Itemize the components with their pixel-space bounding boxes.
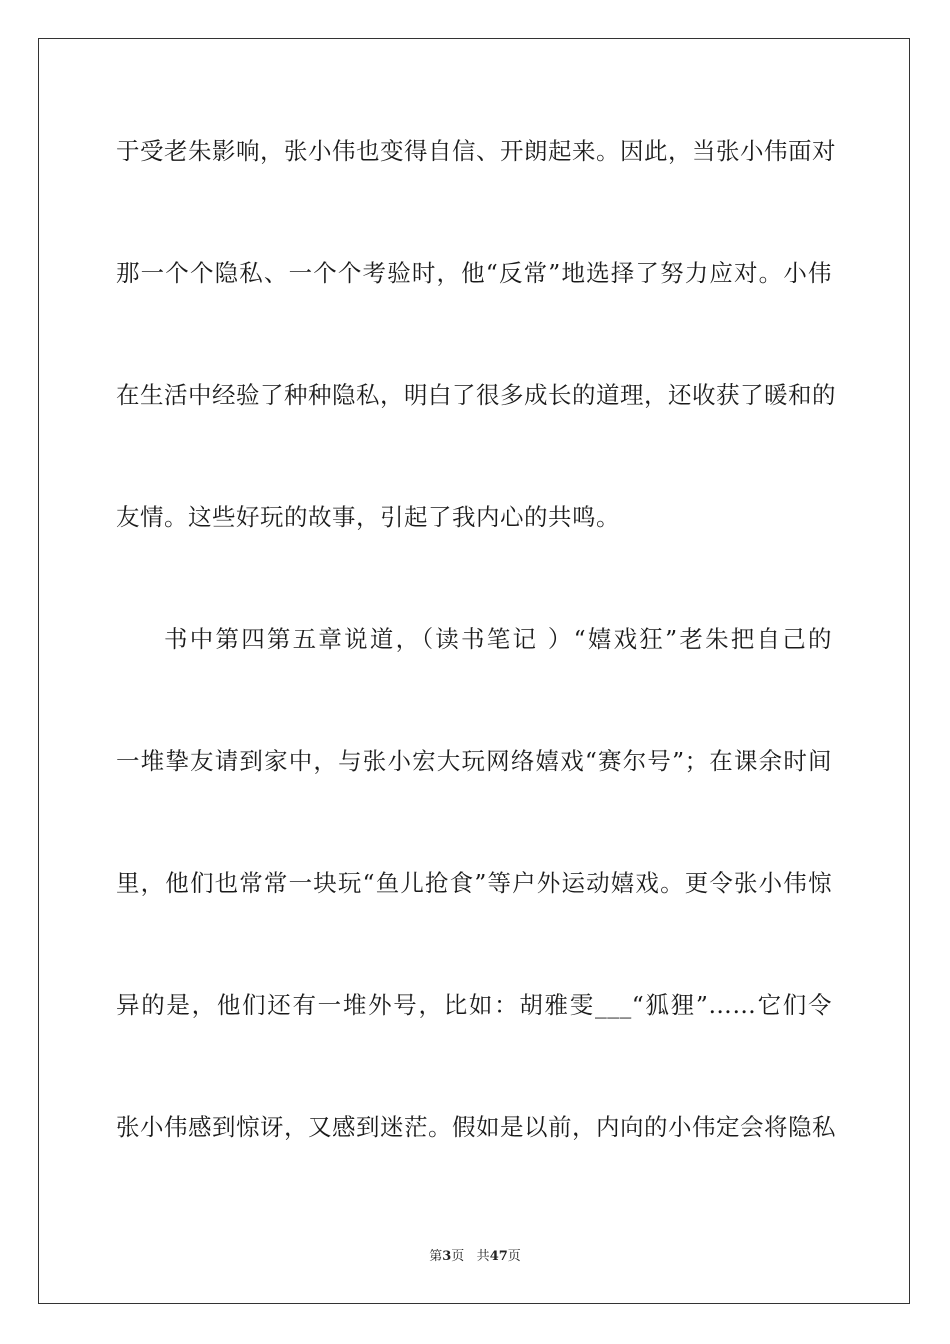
body-line-5: 书中第四第五章说道，（读书笔记 ）“嬉戏狂”老朱把自己的 [164,625,832,653]
footer-current-page: 3 [442,1249,452,1264]
body-line-2: 那一个个隐私、一个个考验时，他“反常”地选择了努力应对。小伟 [116,259,832,287]
body-line-3: 在生活中经验了种种隐私，明白了很多成长的道理，还收获了暖和的 [116,381,836,409]
body-line-1: 于受老朱影响，张小伟也变得自信、开朗起来。因此，当张小伟面对 [116,137,836,165]
footer-page-word: 页 [451,1249,465,1264]
body-line-8: 异的是，他们还有一堆外号，比如：胡雅雯___“狐狸”……它们令 [116,991,832,1019]
footer-total-prefix: 共 [476,1249,490,1264]
body-line-6: 一堆挚友请到家中，与张小宏大玩网络嬉戏“赛尔号”；在课余时间 [116,747,832,775]
footer-prefix: 第 [429,1249,443,1264]
body-line-9: 张小伟感到惊讶，又感到迷茫。假如是以前，内向的小伟定会将隐私 [116,1113,836,1141]
page-footer [0,1248,950,1266]
body-line-7: 里，他们也常常一块玩“鱼儿抢食”等户外运动嬉戏。更令张小伟惊 [116,869,832,897]
footer-total-pages: 47 [489,1249,508,1264]
body-line-4: 友情。这些好玩的故事，引起了我内心的共鸣。 [116,503,620,531]
footer-total-suffix: 页 [507,1249,521,1264]
